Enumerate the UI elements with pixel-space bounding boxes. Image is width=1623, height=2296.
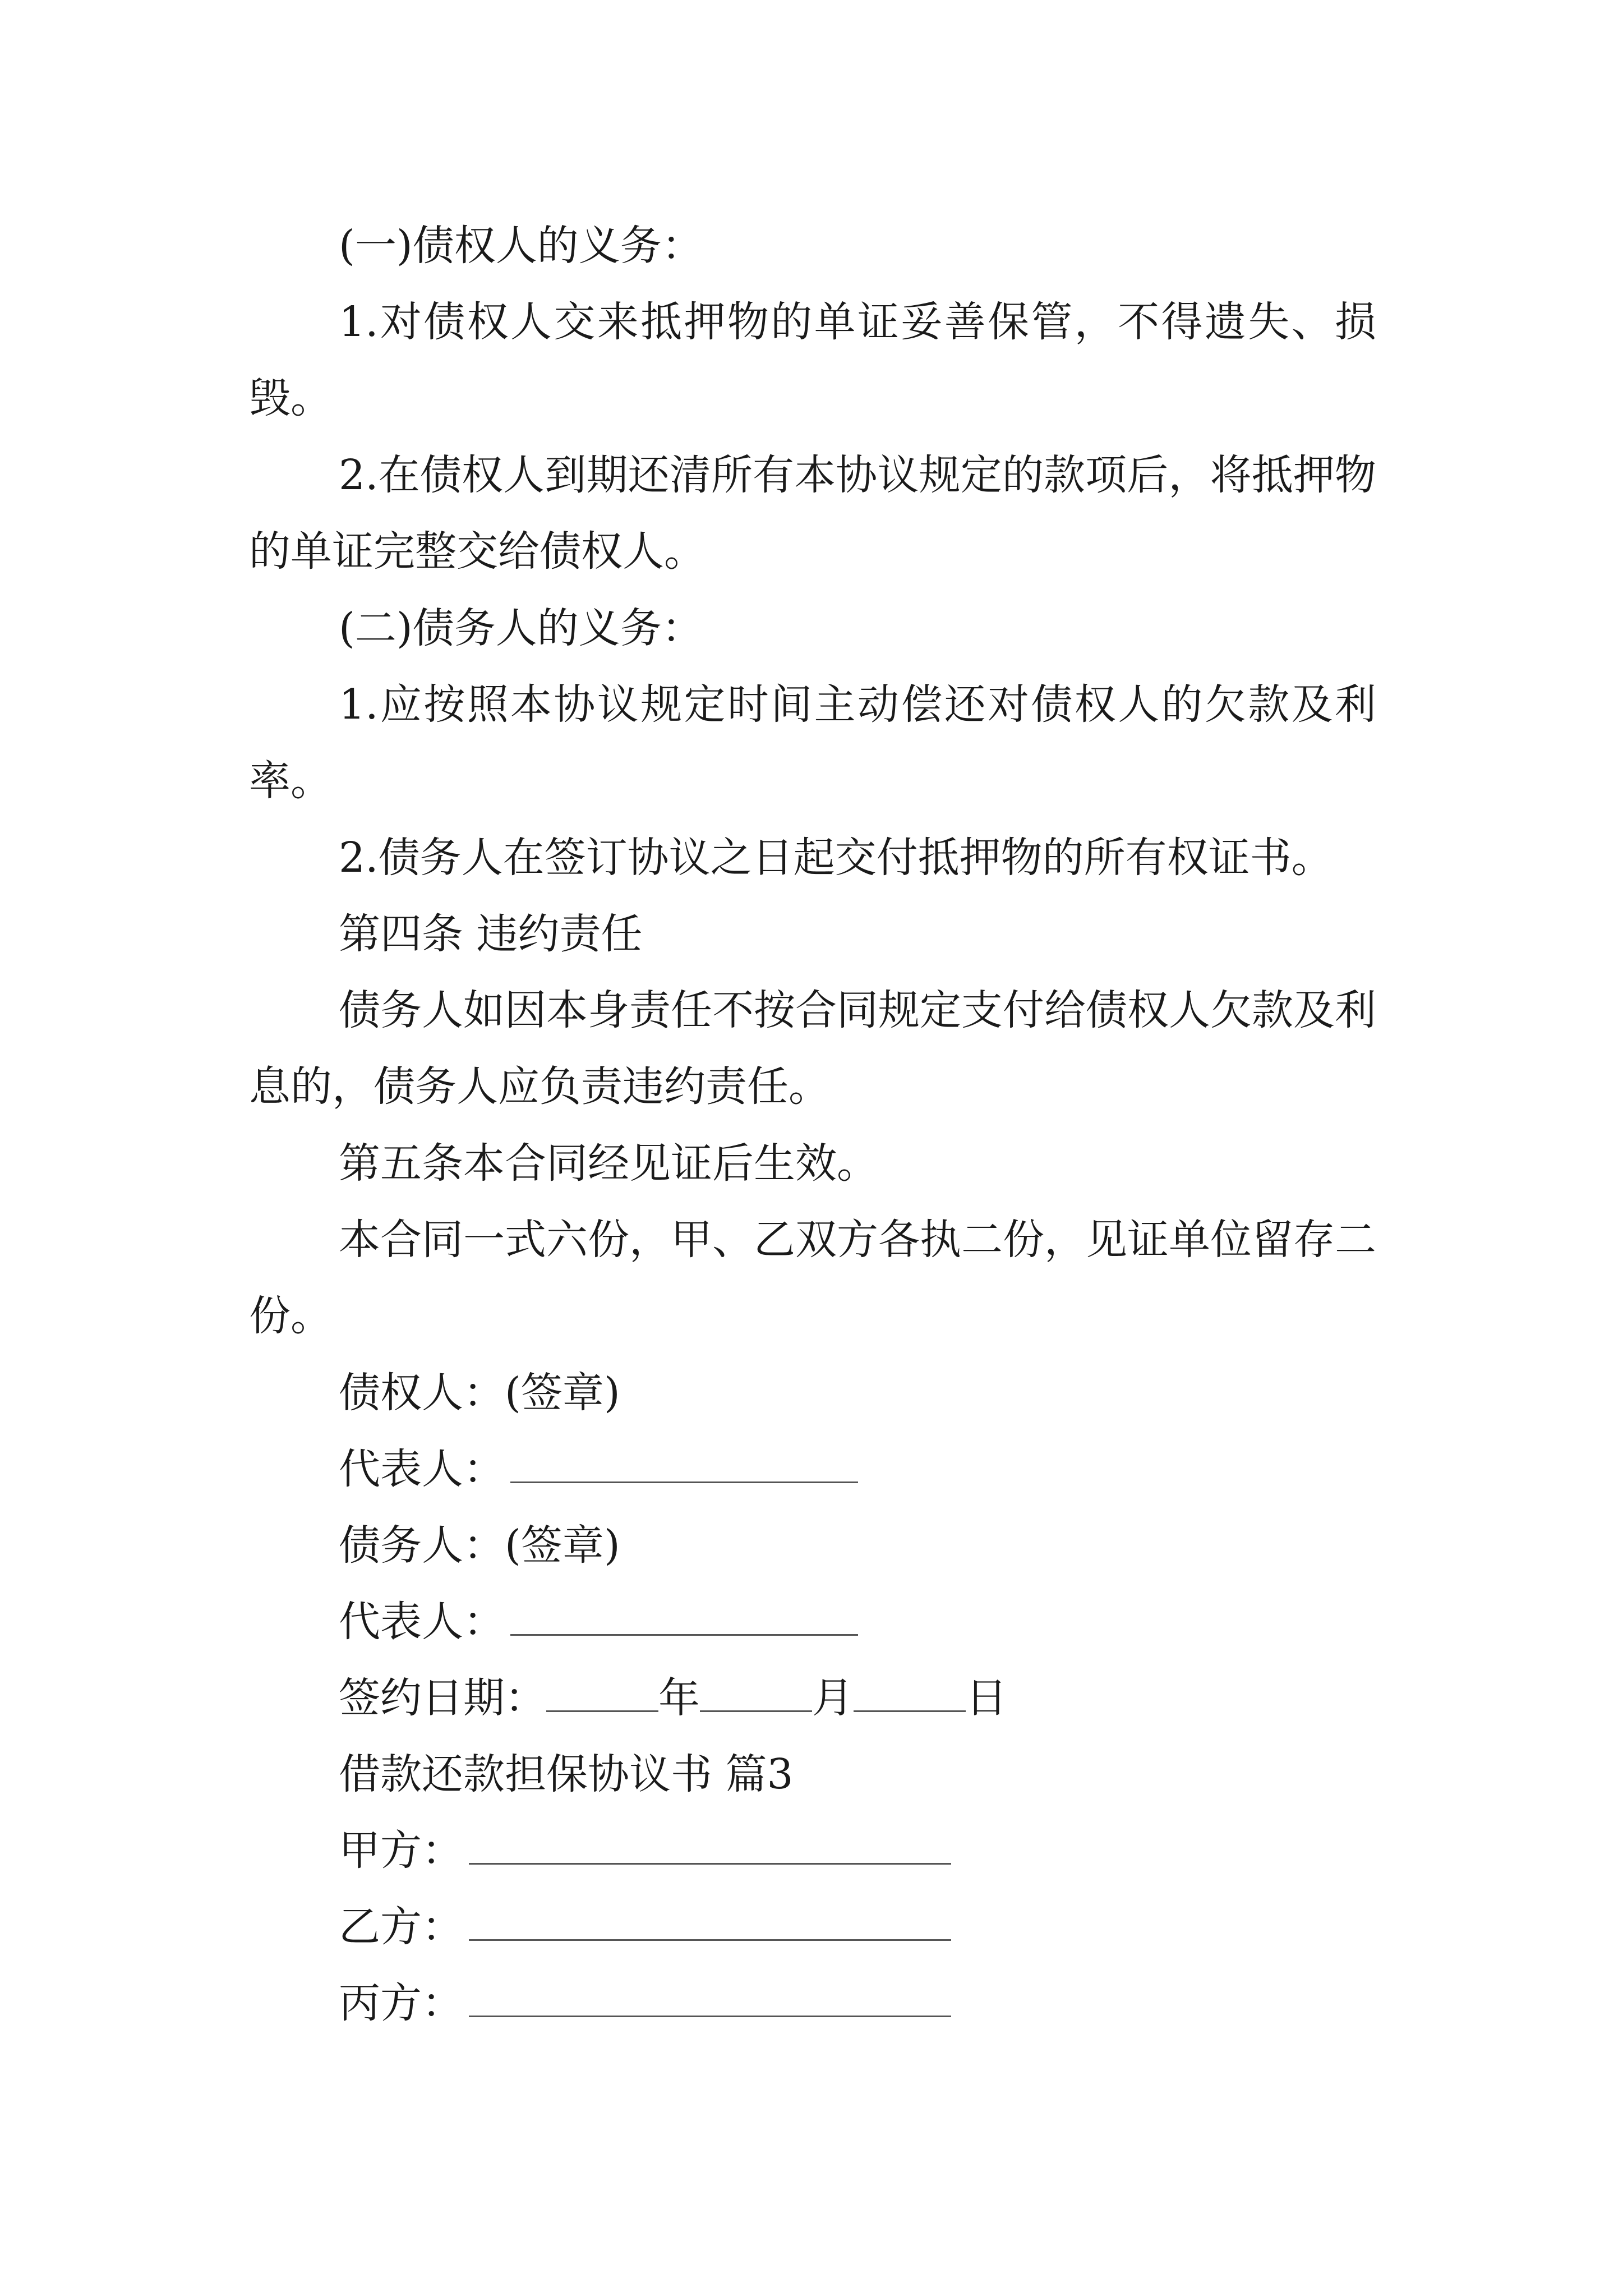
month-blank [700,1679,812,1712]
creditor-duty-item-2: 2.在债权人到期还清所有本协议规定的款项后，将抵押物的单证完整交给债权人。 [249,451,1376,576]
year-label: 年 [658,1674,700,1722]
article-5: 第五条本合同经见证后生效。 [339,1139,878,1188]
party-b-line [339,1889,951,1965]
article-4-text: 债务人如因本身责任不按合同规定支付给债权人欠款及利息的，债务人应负责违约责任。 [249,986,1376,1111]
party-c-label: 丙方： [339,1979,463,2027]
creditor-duty-heading: (一)债权人的义务： [339,222,703,270]
signature-blank [510,1603,858,1636]
debtor-signature-label: 债务人：(签章) [339,1521,620,1570]
party-a-label: 甲方： [339,1826,463,1875]
party-c-line [339,1965,951,2041]
debtor-duty-heading: (二)债务人的义务： [339,604,703,652]
party-b-label: 乙方： [339,1903,463,1951]
copies-clause: 本合同一式六份，甲、乙双方各执二份，见证单位留存二份。 [249,1216,1376,1340]
signature-blank [510,1450,858,1483]
debtor-duty-item-2: 2.债务人在签订协议之日起交付抵押物的所有权证书。 [339,834,1333,882]
party-b-blank [469,1908,951,1941]
creditor-duty-item-1: 1.对债权人交来抵押物的单证妥善保管，不得遗失、损毁。 [249,298,1376,422]
signing-date-label: 签约日期： [339,1674,546,1722]
day-blank [854,1679,966,1712]
debtor-duty-item-1: 1.应按照本协议规定时间主动偿还对债权人的欠款及利率。 [249,680,1376,805]
party-a-line [339,1812,951,1889]
month-label: 月 [812,1674,854,1722]
next-section-title: 借款还款担保协议书 篇3 [339,1750,794,1798]
party-c-blank [469,1984,951,2017]
party-a-blank [469,1832,951,1865]
representative-label: 代表人： [339,1445,505,1493]
representative-label: 代表人： [339,1598,505,1646]
representative-line-2 [339,1584,858,1660]
year-blank [546,1679,658,1712]
day-label: 日 [966,1674,1007,1722]
signing-date-line [339,1660,1007,1736]
representative-line-1 [339,1431,858,1507]
creditor-signature-label: 债权人：(签章) [339,1369,620,1417]
article-4-title: 第四条 违约责任 [339,910,643,958]
